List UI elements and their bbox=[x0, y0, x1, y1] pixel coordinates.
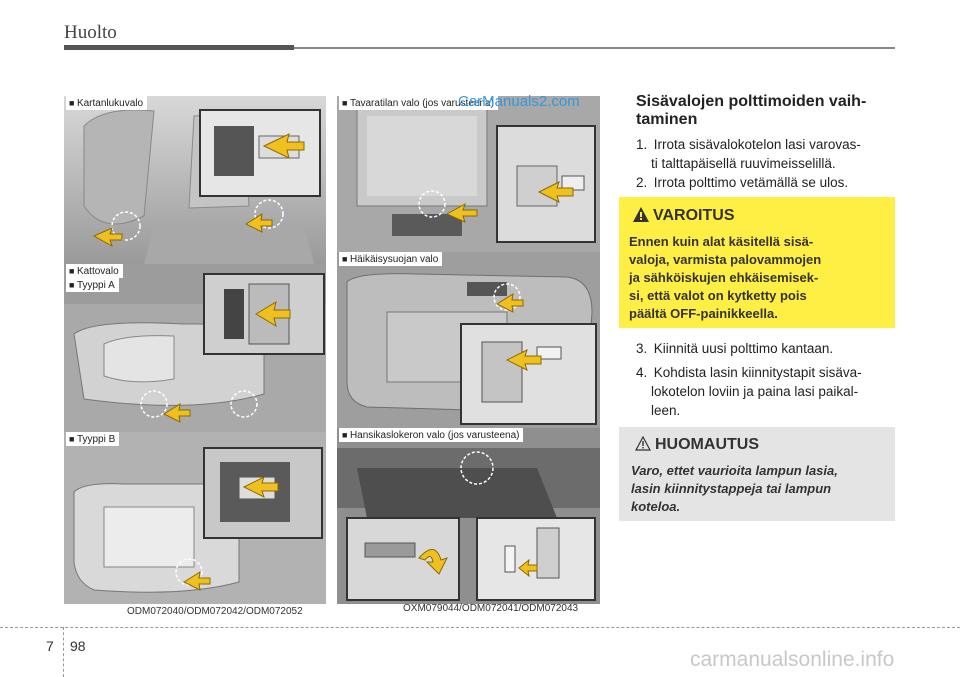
page-header-title: Huolto bbox=[64, 22, 117, 43]
caption-vanity-lamp: ■ Häikäisysuojan valo bbox=[339, 252, 442, 266]
step-text: Kiinnitä uusi polttimo kantaan. bbox=[653, 341, 834, 356]
step-number: 3. bbox=[636, 341, 648, 356]
warning-box bbox=[619, 197, 895, 328]
caption-glovebox-lamp: ■ Hansikaslokeron valo (jos varusteena) bbox=[339, 428, 523, 442]
step-text: Irrota polttimo vetämällä se ulos. bbox=[653, 175, 849, 190]
photo-room-lamp-type-a bbox=[64, 264, 326, 432]
caption-type-b: ■ Tyyppi B bbox=[66, 432, 119, 446]
warning-title: VAROITUS bbox=[653, 207, 735, 224]
watermark-carmanuals: CarManuals2.com bbox=[458, 93, 580, 110]
photo-map-lamp bbox=[64, 96, 326, 264]
notice-line: koteloa. bbox=[631, 499, 681, 514]
warning-line: ja sähköiskujen ehkäisemisek- bbox=[629, 270, 819, 285]
footer-watermark: carmanualsonline.info bbox=[690, 648, 895, 671]
photo-vanity-lamp bbox=[337, 252, 600, 428]
warning-line: Ennen kuin alat käsitellä sisä- bbox=[629, 234, 814, 249]
notice-line: Varo, ettet vaurioita lampun lasia, bbox=[631, 463, 838, 478]
photo-glovebox-lamp bbox=[337, 428, 600, 604]
step-number: 2. bbox=[636, 175, 648, 190]
step-3 bbox=[636, 339, 898, 358]
notice-title: HUOMAUTUS bbox=[655, 436, 759, 453]
header-bar bbox=[64, 45, 294, 50]
warning-text bbox=[629, 233, 887, 323]
step-text: Irrota sisävalokotelon lasi varovas- bbox=[653, 137, 861, 152]
photo-trunk-lamp bbox=[337, 96, 600, 252]
caption-map-lamp: ■ Kartanlukuvalo bbox=[66, 96, 147, 110]
notice-line: lasin kiinnitystappeja tai lampun bbox=[631, 481, 832, 496]
step-text: ti talttapäisellä ruuvimeisselillä. bbox=[651, 156, 836, 171]
section-title-line: Sisävalojen polttimoiden vaih- bbox=[636, 93, 867, 110]
step-text: lokotelon loviin ja paina lasi paikal- bbox=[651, 384, 859, 399]
figure-code-right: OXM079044/ODM072041/ODM072043 bbox=[403, 603, 579, 614]
caption-room-lamp: ■ Kattovalo bbox=[66, 264, 123, 278]
footer-rule bbox=[0, 627, 960, 628]
warning-line: si, että valot on kytketty pois bbox=[629, 288, 807, 303]
page-number: 98 bbox=[70, 638, 86, 654]
photo-room-lamp-type-b bbox=[64, 432, 326, 604]
section-title-line: taminen bbox=[636, 111, 698, 128]
step-4 bbox=[636, 363, 898, 420]
caption-type-a: ■ Tyyppi A bbox=[66, 278, 119, 292]
step-2 bbox=[636, 173, 898, 192]
step-number: 4. bbox=[636, 365, 648, 380]
caution-icon bbox=[635, 436, 651, 451]
caption-trunk-lamp: ■ Tavaratilan valo (jos varusteena) bbox=[339, 96, 498, 110]
warning-line: päältä OFF-painikkeella. bbox=[629, 306, 778, 321]
step-text: leen. bbox=[651, 403, 681, 418]
section-title bbox=[636, 93, 898, 129]
notice-text bbox=[631, 462, 889, 516]
header-rule bbox=[294, 47, 895, 49]
chapter-number: 7 bbox=[46, 638, 54, 654]
footer-divider bbox=[63, 627, 64, 677]
figure-code-left: ODM072040/ODM072042/ODM072052 bbox=[127, 606, 303, 617]
step-number: 1. bbox=[636, 137, 648, 152]
notice-box bbox=[619, 427, 895, 521]
warning-line: valoja, varmista palovammojen bbox=[629, 252, 822, 267]
step-1 bbox=[636, 135, 898, 173]
warning-icon bbox=[633, 207, 649, 222]
step-text: Kohdista lasin kiinnitystapit sisäva- bbox=[653, 365, 862, 380]
